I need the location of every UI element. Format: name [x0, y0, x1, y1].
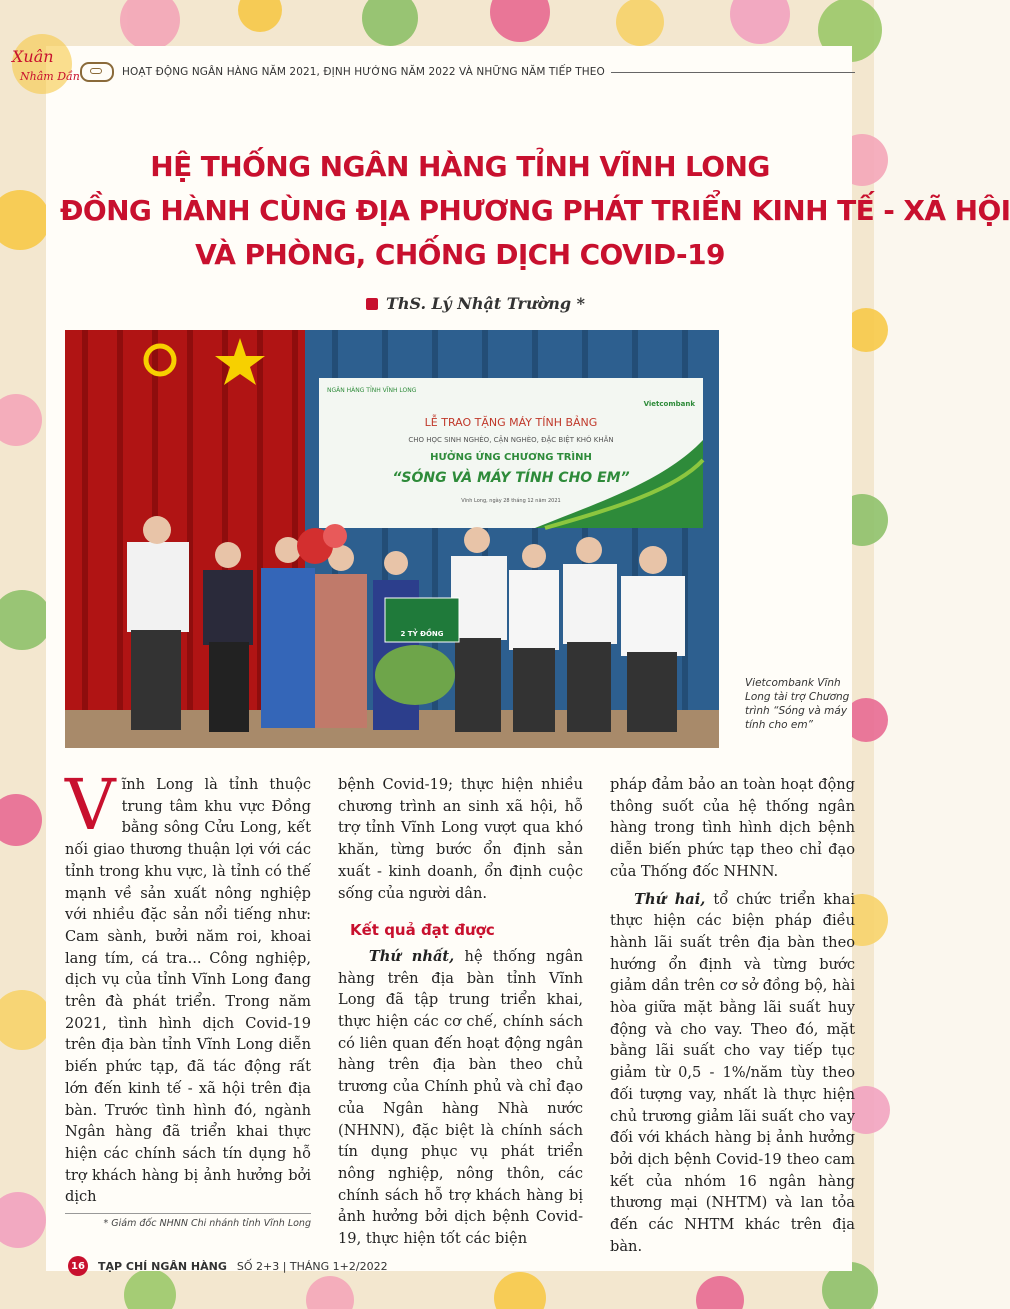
paragraph-text: ĩnh Long là tỉnh thuộc trung tâm khu vực Đồng bằng sông Cửu Long, kết nối giao thương thuận lợi với các tỉnh trong khu vực, là tỉnh có thế mạnh về sản xuất nông nghiệp với nhiều đặc sản nổi tiếng như: Cam sành, bưởi năm roi, khoai lang tím, cá tra... Công nghiệp, dịch vụ của tỉnh Vĩnh Long đang trên đà phát triển. Trong năm 2021, tình hình dịch Covid-19 trên địa bàn tỉnh Vĩnh Long diễn biến phức tạp, đã tác động rất lớn đến kinh tế - xã hội trên địa bàn. Trước tình hình đó, ngành Ngân hàng đã triển khai thực hiện các chính sách tín dụng hỗ trợ khách hàng bị ảnh hưởng bởi dịch: [65, 776, 311, 1206]
page-footer: [68, 1256, 388, 1276]
banner-line-1: LỄ TRAO TẶNG MÁY TÍNH BẢNG: [424, 416, 598, 429]
banner-line-2: CHO HỌC SINH NGHÈO, CẬN NGHÈO, ĐẶC BIỆT KHÓ KHĂN: [408, 436, 614, 444]
subheading: Kết quả đạt được: [350, 921, 495, 940]
paragraph: bệnh Covid-19; thực hiện nhiều chương trình an sinh xã hội, hỗ trợ tỉnh Vĩnh Long vượt qua khó khăn, từng bước ổn định sản xuất - kinh doanh, ổn định cuộc sống của người dân.: [338, 776, 583, 902]
magazine-name: TẠP CHÍ NGÂN HÀNG: [98, 1259, 227, 1273]
title-line: ĐỒNG HÀNH CÙNG ĐỊA PHƯƠNG PHÁT TRIỂN KINH TẾ - XÃ HỘI: [60, 194, 1010, 227]
page-number: 16: [68, 1256, 88, 1276]
svg-text:Nhâm Dần: Nhâm Dần: [20, 70, 80, 83]
header-rule: [611, 72, 855, 73]
article-column-2: [338, 774, 583, 1250]
issue-info: SỐ 2+3 | THÁNG 1+2/2022: [236, 1259, 388, 1273]
paragraph: [65, 764, 311, 1208]
drop-cap: V: [65, 764, 116, 846]
banner-brand: Vietcombank: [643, 400, 695, 408]
section-title: HOẠT ĐỘNG NGÂN HÀNG NĂM 2021, ĐỊNH HƯỚNG NĂM 2022 VÀ NHỮNG NĂM TIẾP THEO: [122, 66, 605, 78]
article-title: [60, 145, 1010, 277]
bank-logo-icon: [80, 62, 114, 82]
author-byline: [366, 294, 585, 313]
author-footnote: * Giám đốc NHNN Chi nhánh tỉnh Vĩnh Long: [65, 1213, 311, 1229]
banner-org: NGÂN HÀNG TỈNH VĨNH LONG: [327, 387, 417, 394]
title-line: VÀ PHÒNG, CHỐNG DỊCH COVID-19: [195, 238, 725, 271]
title-line: HỆ THỐNG NGÂN HÀNG TỈNH VĨNH LONG: [150, 150, 770, 183]
paragraph: [338, 946, 583, 1250]
paragraph-text: tổ chức triển khai thực hiện các biện pháp điều hành lãi suất trên địa bàn theo hướng ổn định và từng bước giảm dần trên cơ sở đồng bộ, hài hòa giữa mặt bằng lãi suất huy động và cho vay. Theo đó, mặt bằng lãi suất cho vay tiếp tục giảm từ 0,5 - 1%/năm tùy theo đối tượng vay, nhất là thực hiện chủ trương giảm lãi suất cho vay đối với khách hàng bị ảnh hưởng bởi dịch bệnh Covid-19 theo cam kết của nhóm 16 ngân hàng thương mại (NHTM) và lan tỏa đến các NHTM khác trên địa bàn.: [610, 890, 855, 1255]
banner-line-4: “SÓNG VÀ MÁY TÍNH CHO EM”: [392, 470, 630, 486]
photo-caption: Vietcombank Vĩnh Long tài trợ Chương trình “Sóng và máy tính cho em”: [745, 677, 850, 731]
article-column-3: [610, 774, 855, 1257]
new-year-corner-logo: [6, 28, 78, 100]
banner-line-3: HƯỞNG ỨNG CHƯƠNG TRÌNH: [430, 452, 592, 463]
board-text: 2 TỶ ĐỒNG: [400, 630, 444, 638]
paragraph-lead: Thứ hai,: [634, 890, 706, 908]
event-photo: [65, 330, 719, 748]
svg-text:Xuân: Xuân: [12, 47, 54, 66]
article-column-1: [65, 764, 311, 1208]
paragraph-text: hệ thống ngân hàng trên địa bàn tỉnh Vĩnh Long đã tập trung triển khai, thực hiện các cơ chế, chính sách có liên quan đến hoạt động ngân hàng trên địa bàn theo chủ trương của Chính phủ và chỉ đạo của Ngân hàng Nhà nước (NHNN), đặc biệt là chính sách tín dụng phục vụ phát triển nông nghiệp, nông thôn, các chính sách hỗ trợ khách hàng bị ảnh hưởng bởi dịch bệnh Covid-19, thực hiện tốt các biện: [338, 947, 583, 1248]
banner-line-5: Vĩnh Long, ngày 28 tháng 12 năm 2021: [461, 498, 561, 504]
author-name: ThS. Lý Nhật Trường *: [386, 294, 586, 313]
paragraph: pháp đảm bảo an toàn hoạt động thông suốt của hệ thống ngân hàng trong tình hình dịch bệnh diễn biến phức tạp theo chỉ đạo của Thống đốc NHNN.: [610, 776, 855, 880]
paragraph: [610, 889, 855, 1258]
section-header: [80, 62, 855, 82]
paragraph-lead: Thứ nhất,: [368, 947, 455, 965]
pen-icon: [366, 298, 378, 310]
